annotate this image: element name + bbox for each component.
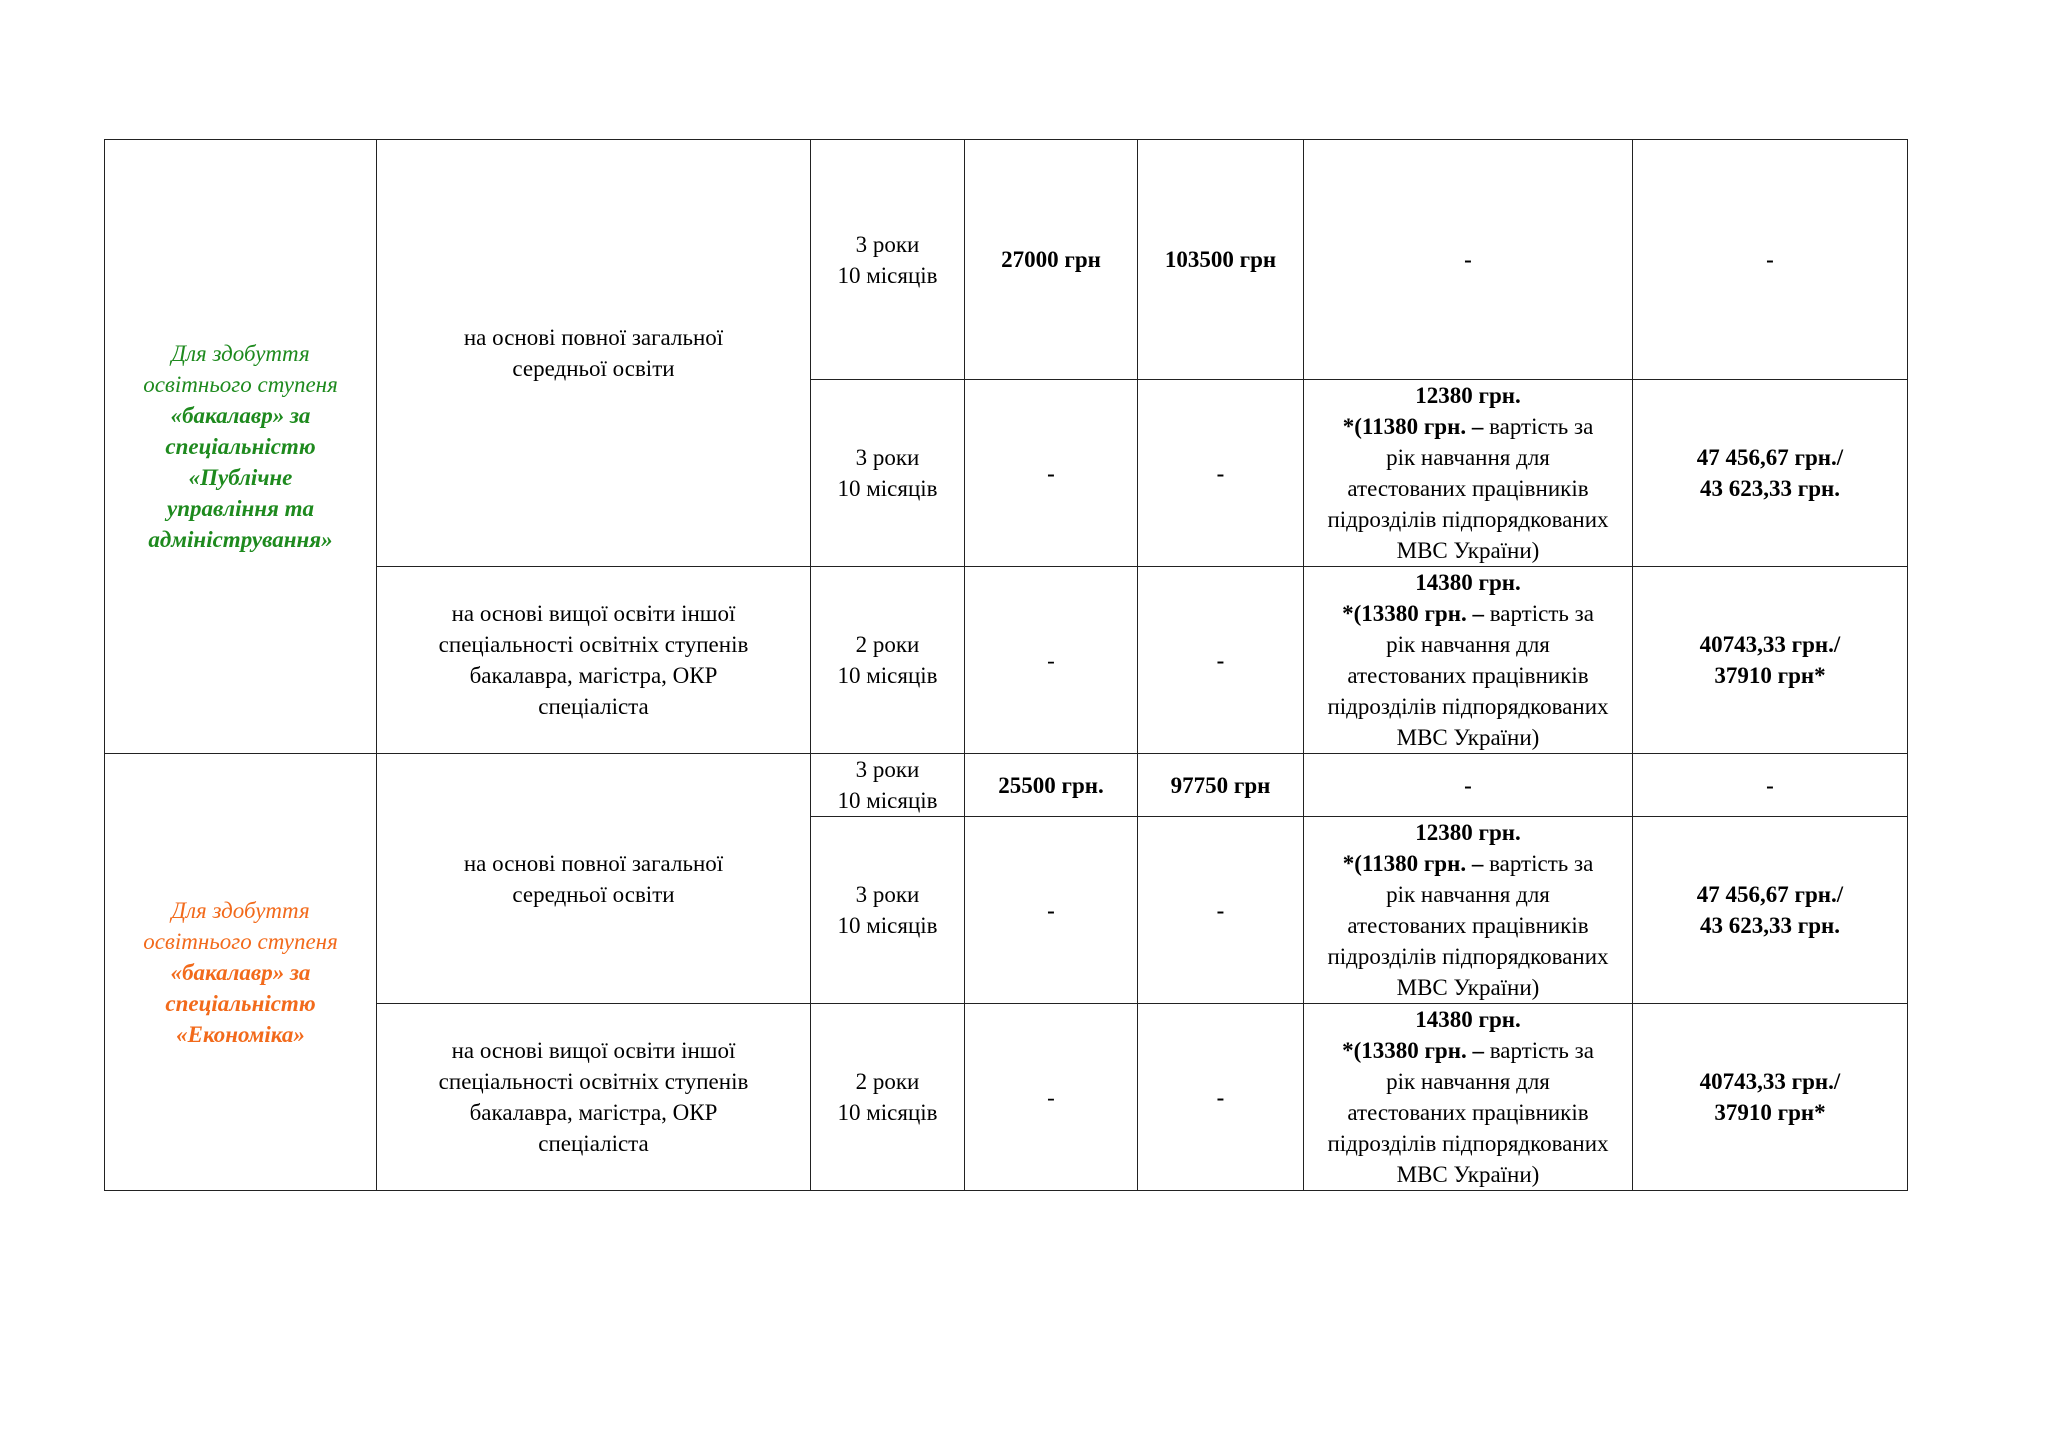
annual-fee-note-cell	[1304, 380, 1633, 567]
discount-fee-value: *(13380 грн.	[1342, 1038, 1467, 1063]
total-fee-value: 47 456,67 грн./	[1696, 882, 1844, 907]
dash-separator: –	[1466, 851, 1490, 876]
basis-text: спеціаліста	[538, 694, 649, 719]
term-months: 10 місяців	[837, 913, 938, 938]
note-text: рік навчання для	[1386, 445, 1550, 470]
basis-text: середньої освіти	[512, 356, 675, 381]
annual-fee-value: 12380 грн.	[1415, 383, 1521, 408]
note-text: МВС України)	[1396, 1162, 1540, 1187]
fee-cell: -	[1304, 754, 1633, 817]
term-months: 10 місяців	[837, 663, 938, 688]
heading-degree: «бакалавр» за	[170, 959, 311, 985]
term-months: 10 місяців	[837, 262, 938, 288]
study-term-cell	[811, 817, 965, 1004]
basis-text: на основі повної загальної	[463, 850, 724, 876]
note-text: підрозділів підпорядкованих	[1327, 1131, 1609, 1156]
fee-cell: -	[965, 567, 1138, 754]
term-years: 2 роки	[855, 1069, 920, 1094]
note-text: МВС України)	[1396, 538, 1540, 563]
dash-separator: –	[1466, 1038, 1490, 1063]
annual-fee-value: 14380 грн.	[1415, 570, 1521, 595]
study-term-cell	[811, 567, 965, 754]
term-years: 3 роки	[855, 757, 920, 782]
annual-fee-note-cell	[1304, 1004, 1633, 1191]
study-term-cell	[811, 1004, 965, 1191]
table-row	[105, 754, 1908, 817]
fee-cell: -	[1633, 754, 1908, 817]
term-years: 3 роки	[855, 445, 920, 470]
heading-specialty-name: адміністрування»	[148, 527, 333, 552]
admission-basis-cell	[377, 140, 811, 567]
basis-text: спеціаліста	[538, 1131, 649, 1156]
annual-fee-value: 12380 грн.	[1415, 820, 1521, 845]
annual-fee-value: 14380 грн.	[1415, 1007, 1521, 1032]
discount-fee-value: *(11380 грн.	[1342, 414, 1467, 439]
heading-specialty-name: «Публічне	[188, 465, 293, 490]
basis-text: спеціальності освітніх ступенів	[438, 1069, 749, 1094]
fee-cell: -	[965, 1004, 1138, 1191]
study-term-cell	[811, 140, 965, 380]
heading-text: Для здобуття	[171, 341, 310, 366]
discount-fee-value: *(13380 грн.	[1342, 601, 1467, 626]
fee-cell: -	[1304, 140, 1633, 380]
study-term-cell	[811, 754, 965, 817]
dash-separator: –	[1466, 601, 1490, 626]
total-fee-discount-value: 37910 грн*	[1714, 1100, 1826, 1125]
program-heading-public-administration	[105, 140, 377, 754]
dash-separator: –	[1466, 414, 1490, 439]
note-text: атестованих працівників	[1347, 913, 1589, 938]
total-fee-value: 40743,33 грн./	[1699, 1069, 1841, 1094]
fee-cell: 103500 грн	[1138, 140, 1304, 380]
basis-text: спеціальності освітніх ступенів	[438, 632, 749, 657]
total-fee-cell	[1633, 380, 1908, 567]
heading-specialty-name: «Економіка»	[176, 1021, 305, 1047]
total-fee-discount-value: 37910 грн*	[1714, 663, 1826, 688]
fee-cell: -	[1138, 380, 1304, 567]
basis-text: бакалавра, магістра, ОКР	[469, 1100, 718, 1125]
note-text: вартість за	[1489, 851, 1594, 876]
term-years: 3 роки	[855, 231, 920, 257]
total-fee-cell	[1633, 567, 1908, 754]
fee-cell: -	[965, 380, 1138, 567]
program-heading-economics	[105, 754, 377, 1191]
admission-basis-cell	[377, 1004, 811, 1191]
note-text: рік навчання для	[1386, 1069, 1550, 1094]
heading-specialty-label: спеціальністю	[165, 990, 316, 1016]
total-fee-discount-value: 43 623,33 грн.	[1700, 476, 1840, 501]
note-text: підрозділів підпорядкованих	[1327, 694, 1609, 719]
term-months: 10 місяців	[837, 476, 938, 501]
heading-text: освітнього ступеня	[143, 928, 338, 954]
fee-cell: 27000 грн	[965, 140, 1138, 380]
note-text: МВС України)	[1396, 975, 1540, 1000]
total-fee-discount-value: 43 623,33 грн.	[1700, 913, 1840, 938]
term-months: 10 місяців	[837, 1100, 938, 1125]
note-text: вартість за	[1489, 601, 1594, 626]
heading-specialty-name: управління та	[167, 496, 314, 521]
annual-fee-note-cell	[1304, 817, 1633, 1004]
basis-text: бакалавра, магістра, ОКР	[469, 663, 718, 688]
heading-text: Для здобуття	[171, 897, 310, 923]
fee-cell: -	[1138, 817, 1304, 1004]
basis-text: на основі вищої освіти іншої	[451, 601, 736, 626]
basis-text: середньої освіти	[512, 881, 675, 907]
heading-specialty-label: спеціальністю	[165, 434, 316, 459]
term-months: 10 місяців	[837, 788, 938, 813]
fee-cell: -	[1138, 1004, 1304, 1191]
total-fee-value: 40743,33 грн./	[1699, 632, 1841, 657]
note-text: вартість за	[1489, 1038, 1594, 1063]
table-row	[105, 140, 1908, 380]
fee-cell: 97750 грн	[1138, 754, 1304, 817]
tuition-fee-table	[104, 139, 1908, 1191]
note-text: атестованих працівників	[1347, 1100, 1589, 1125]
total-fee-value: 47 456,67 грн./	[1696, 445, 1844, 470]
annual-fee-note-cell	[1304, 567, 1633, 754]
term-years: 3 роки	[855, 882, 920, 907]
note-text: МВС України)	[1396, 725, 1540, 750]
fee-cell: 25500 грн.	[965, 754, 1138, 817]
note-text: атестованих працівників	[1347, 476, 1589, 501]
admission-basis-cell	[377, 754, 811, 1004]
admission-basis-cell	[377, 567, 811, 754]
basis-text: на основі вищої освіти іншої	[451, 1038, 736, 1063]
heading-text: освітнього ступеня	[143, 372, 338, 397]
note-text: рік навчання для	[1386, 882, 1550, 907]
note-text: підрозділів підпорядкованих	[1327, 507, 1609, 532]
term-years: 2 роки	[855, 632, 920, 657]
discount-fee-value: *(11380 грн.	[1342, 851, 1467, 876]
total-fee-cell	[1633, 1004, 1908, 1191]
note-text: вартість за	[1489, 414, 1594, 439]
fee-cell: -	[1633, 140, 1908, 380]
heading-degree: «бакалавр» за	[170, 403, 311, 428]
study-term-cell	[811, 380, 965, 567]
note-text: атестованих працівників	[1347, 663, 1589, 688]
total-fee-cell	[1633, 817, 1908, 1004]
note-text: рік навчання для	[1386, 632, 1550, 657]
fee-cell: -	[1138, 567, 1304, 754]
note-text: підрозділів підпорядкованих	[1327, 944, 1609, 969]
fee-cell: -	[965, 817, 1138, 1004]
basis-text: на основі повної загальної	[463, 325, 724, 350]
